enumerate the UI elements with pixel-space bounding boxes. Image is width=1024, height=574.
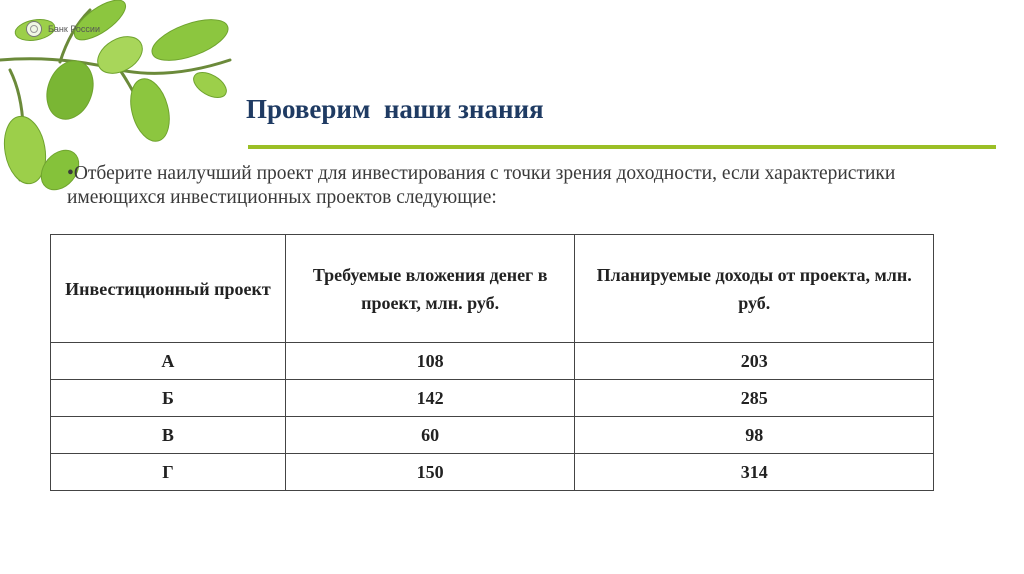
table-header-row [51,235,934,343]
cell-investment: 108 [285,343,575,380]
table-row [51,417,934,454]
cell-income: 285 [575,380,934,417]
bank-name: Банк России [48,24,100,34]
cell-income: 203 [575,343,934,380]
cell-investment: 150 [285,454,575,491]
title-divider [248,145,996,149]
col-header-project: Инвестиционный проект [51,235,286,343]
cell-project: Г [51,454,286,491]
cell-project: Б [51,380,286,417]
cell-income: 314 [575,454,934,491]
cell-income: 98 [575,417,934,454]
table-row [51,454,934,491]
task-text: •Отберите наилучший проект для инвестирования с точки зрения доходности, если характеристики имеющихся инвестиционных проектов следующие: [67,163,896,208]
cell-investment: 60 [285,417,575,454]
bank-seal-icon [26,21,42,37]
page-title: Проверим наши знания [246,94,544,124]
table-row [51,380,934,417]
cell-investment: 142 [285,380,575,417]
projects-table [50,234,934,491]
table-row [51,343,934,380]
cell-project: А [51,343,286,380]
cell-project: В [51,417,286,454]
bank-logo [26,20,100,38]
col-header-income: Планируемые доходы от проекта, млн. руб. [575,235,934,343]
col-header-investment: Требуемые вложения денег в проект, млн. руб. [285,235,575,343]
